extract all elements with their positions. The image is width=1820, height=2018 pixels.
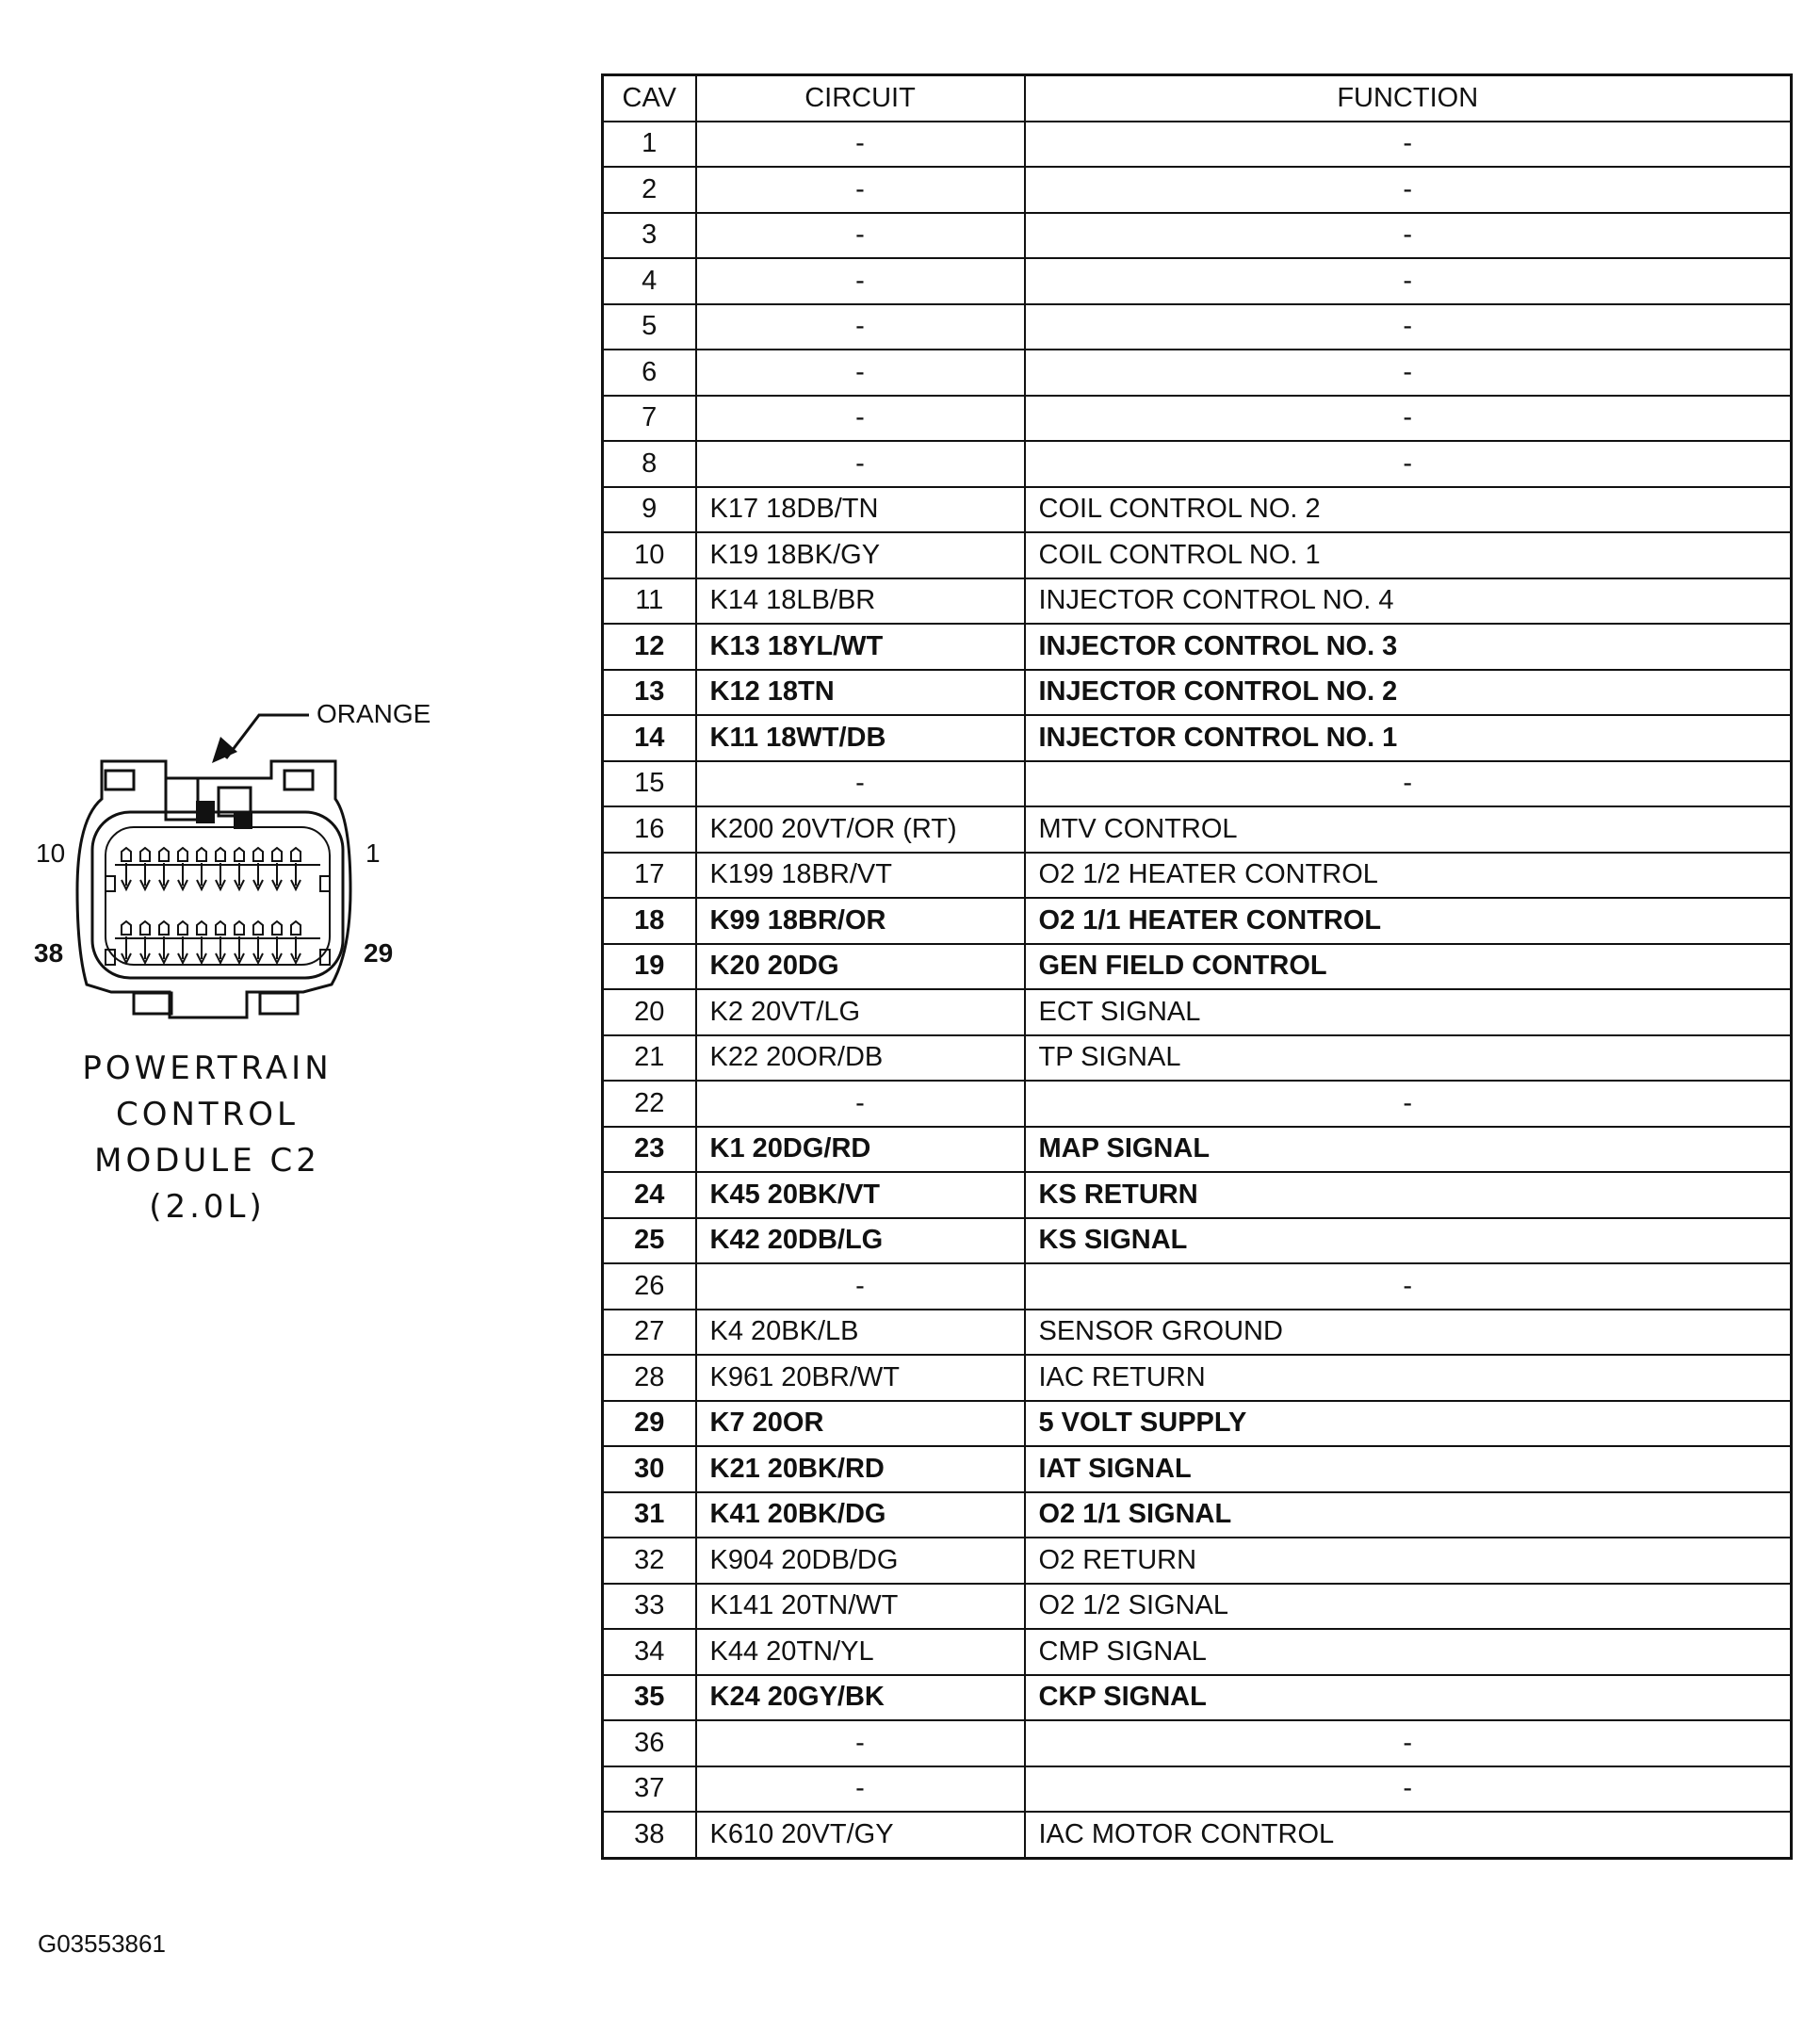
cell-cav: 16 (603, 806, 696, 853)
cell-circuit: - (696, 350, 1025, 396)
cell-cav: 33 (603, 1584, 696, 1630)
cell-circuit: K199 18BR/VT (696, 853, 1025, 899)
cell-circuit: K24 20GY/BK (696, 1675, 1025, 1721)
cell-circuit: - (696, 441, 1025, 487)
cell-circuit: K200 20VT/OR (RT) (696, 806, 1025, 853)
cell-circuit: K42 20DB/LG (696, 1218, 1025, 1264)
terminal-cavity (140, 848, 150, 861)
cell-circuit: - (696, 761, 1025, 807)
cell-function: COIL CONTROL NO. 2 (1025, 487, 1792, 533)
cell-function: COIL CONTROL NO. 1 (1025, 532, 1792, 578)
terminal-cavity (122, 848, 131, 861)
cell-function: INJECTOR CONTROL NO. 4 (1025, 578, 1792, 625)
cell-function: - (1025, 1720, 1792, 1766)
header-function: FUNCTION (1025, 75, 1792, 122)
cell-function: MAP SIGNAL (1025, 1127, 1792, 1173)
cell-function: O2 1/1 HEATER CONTROL (1025, 898, 1792, 944)
terminal-cavity (178, 848, 187, 861)
cell-circuit: - (696, 213, 1025, 259)
cell-cav: 10 (603, 532, 696, 578)
table-row (603, 122, 1792, 168)
side-lock (320, 876, 330, 891)
terminal-cavities (106, 848, 330, 965)
cell-function: INJECTOR CONTROL NO. 1 (1025, 715, 1792, 761)
terminal-cavity (235, 848, 244, 861)
pinout-table (601, 73, 1793, 1860)
cell-function: ECT SIGNAL (1025, 989, 1792, 1035)
cell-cav: 18 (603, 898, 696, 944)
cell-circuit: K141 20TN/WT (696, 1584, 1025, 1630)
table-row (603, 167, 1792, 213)
cell-function: GEN FIELD CONTROL (1025, 944, 1792, 990)
cell-cav: 9 (603, 487, 696, 533)
cell-circuit: K22 20OR/DB (696, 1035, 1025, 1082)
cell-function: 5 VOLT SUPPLY (1025, 1401, 1792, 1447)
terminal-cavity (253, 921, 263, 935)
terminal-cavity (291, 921, 301, 935)
cell-circuit: K14 18LB/BR (696, 578, 1025, 625)
figure-id: G03553861 (38, 1929, 166, 1958)
table-row (603, 396, 1792, 442)
cell-function: IAC MOTOR CONTROL (1025, 1812, 1792, 1858)
table-row (603, 1766, 1792, 1813)
cell-cav: 23 (603, 1127, 696, 1173)
cell-cav: 13 (603, 670, 696, 716)
cell-circuit: K17 18DB/TN (696, 487, 1025, 533)
cell-function: MTV CONTROL (1025, 806, 1792, 853)
cell-cav: 19 (603, 944, 696, 990)
cell-cav: 29 (603, 1401, 696, 1447)
cell-cav: 2 (603, 167, 696, 213)
bottom-tab-right (260, 993, 298, 1014)
latch-left (106, 771, 134, 789)
cell-function: - (1025, 1263, 1792, 1310)
table-row (603, 1629, 1792, 1675)
cell-cav: 14 (603, 715, 696, 761)
cell-function: - (1025, 258, 1792, 304)
cell-cav: 36 (603, 1720, 696, 1766)
table-row (603, 1172, 1792, 1218)
table-row (603, 1492, 1792, 1538)
cell-circuit: K961 20BR/WT (696, 1355, 1025, 1401)
terminal-cavity (216, 921, 225, 935)
table-row (603, 624, 1792, 670)
table-row (603, 578, 1792, 625)
cell-function: - (1025, 122, 1792, 168)
cell-circuit: K610 20VT/GY (696, 1812, 1025, 1858)
terminal-cavity (216, 848, 225, 861)
cell-function: - (1025, 213, 1792, 259)
cell-cav: 34 (603, 1629, 696, 1675)
header-circuit: CIRCUIT (696, 75, 1025, 122)
table-row (603, 213, 1792, 259)
cell-function: IAC RETURN (1025, 1355, 1792, 1401)
cell-cav: 17 (603, 853, 696, 899)
pin-label-bottom-left: 38 (34, 938, 64, 968)
cell-function: - (1025, 1081, 1792, 1127)
cell-function: - (1025, 1766, 1792, 1813)
pin-label-top-right: 1 (366, 838, 381, 868)
table-row (603, 898, 1792, 944)
cell-circuit: - (696, 304, 1025, 350)
table-row (603, 441, 1792, 487)
side-lock (106, 876, 115, 891)
cell-circuit: K19 18BK/GY (696, 532, 1025, 578)
terminal-cavity (272, 921, 282, 935)
cell-function: INJECTOR CONTROL NO. 3 (1025, 624, 1792, 670)
terminal-cavity (178, 921, 187, 935)
orange-callout-label: ORANGE (317, 699, 431, 728)
table-row (603, 532, 1792, 578)
cell-circuit: K11 18WT/DB (696, 715, 1025, 761)
cell-cav: 38 (603, 1812, 696, 1858)
cell-circuit: K7 20OR (696, 1401, 1025, 1447)
cell-function: O2 1/2 HEATER CONTROL (1025, 853, 1792, 899)
cell-circuit: K1 20DG/RD (696, 1127, 1025, 1173)
cell-cav: 35 (603, 1675, 696, 1721)
table-row (603, 258, 1792, 304)
terminal-cavity (197, 921, 206, 935)
cell-function: - (1025, 167, 1792, 213)
header-cav: CAV (603, 75, 696, 122)
table-row (603, 1584, 1792, 1630)
cell-cav: 12 (603, 624, 696, 670)
terminal-cavity (159, 921, 169, 935)
table-row (603, 761, 1792, 807)
cell-function: O2 1/2 SIGNAL (1025, 1584, 1792, 1630)
terminal-cavity (253, 848, 263, 861)
table-row (603, 1720, 1792, 1766)
terminal-cavity (159, 848, 169, 861)
cell-function: O2 1/1 SIGNAL (1025, 1492, 1792, 1538)
table-row (603, 989, 1792, 1035)
cell-cav: 28 (603, 1355, 696, 1401)
cell-cav: 6 (603, 350, 696, 396)
table-row (603, 806, 1792, 853)
cell-cav: 27 (603, 1310, 696, 1356)
cell-circuit: K45 20BK/VT (696, 1172, 1025, 1218)
cell-function: SENSOR GROUND (1025, 1310, 1792, 1356)
cell-circuit: - (696, 1766, 1025, 1813)
cell-circuit: - (696, 1720, 1025, 1766)
table-row (603, 1401, 1792, 1447)
cell-function: TP SIGNAL (1025, 1035, 1792, 1082)
table-row (603, 1355, 1792, 1401)
table-row (603, 1446, 1792, 1492)
table-row (603, 1812, 1792, 1858)
cell-circuit: K41 20BK/DG (696, 1492, 1025, 1538)
module-title-line: POWERTRAIN (82, 1050, 333, 1087)
table-row (603, 670, 1792, 716)
pin-label-top-left: 10 (36, 838, 66, 868)
cell-function: CMP SIGNAL (1025, 1629, 1792, 1675)
table-row (603, 1127, 1792, 1173)
table-row (603, 1538, 1792, 1584)
cell-cav: 5 (603, 304, 696, 350)
cell-cav: 30 (603, 1446, 696, 1492)
bottom-tab-left (134, 993, 171, 1014)
cell-cav: 25 (603, 1218, 696, 1264)
connector-diagram (0, 0, 528, 1958)
cell-function: IAT SIGNAL (1025, 1446, 1792, 1492)
terminal-cavity (235, 921, 244, 935)
terminal-cavity (272, 848, 282, 861)
cell-function: CKP SIGNAL (1025, 1675, 1792, 1721)
table-row (603, 1035, 1792, 1082)
module-title-line: (2.0L) (149, 1188, 266, 1226)
cell-circuit: K13 18YL/WT (696, 624, 1025, 670)
cell-function: O2 RETURN (1025, 1538, 1792, 1584)
table-header-row (603, 75, 1792, 122)
cell-cav: 3 (603, 213, 696, 259)
cell-cav: 37 (603, 1766, 696, 1813)
table-row (603, 1310, 1792, 1356)
callout-leader-line (226, 715, 309, 758)
cell-cav: 4 (603, 258, 696, 304)
latch-right (284, 771, 313, 789)
table-row (603, 1218, 1792, 1264)
cell-cav: 22 (603, 1081, 696, 1127)
table-row (603, 944, 1792, 990)
cell-cav: 21 (603, 1035, 696, 1082)
terminal-cavity (197, 848, 206, 861)
cell-circuit: K904 20DB/DG (696, 1538, 1025, 1584)
cell-circuit: K12 18TN (696, 670, 1025, 716)
callout-arrowhead (212, 737, 237, 763)
cell-circuit: - (696, 1263, 1025, 1310)
cell-function: - (1025, 350, 1792, 396)
cell-cav: 20 (603, 989, 696, 1035)
cell-circuit: K20 20DG (696, 944, 1025, 990)
table-row (603, 1675, 1792, 1721)
table-row (603, 1081, 1792, 1127)
cell-circuit: - (696, 122, 1025, 168)
cell-function: - (1025, 761, 1792, 807)
connector-face (92, 812, 343, 978)
cell-cav: 1 (603, 122, 696, 168)
cell-cav: 31 (603, 1492, 696, 1538)
cell-circuit: K99 18BR/OR (696, 898, 1025, 944)
cell-function: KS RETURN (1025, 1172, 1792, 1218)
cell-cav: 26 (603, 1263, 696, 1310)
cell-cav: 15 (603, 761, 696, 807)
cell-function: KS SIGNAL (1025, 1218, 1792, 1264)
table-row (603, 350, 1792, 396)
terminal-cavity (291, 848, 301, 861)
module-title-line: MODULE C2 (94, 1142, 320, 1180)
terminal-cavity (140, 921, 150, 935)
cell-cav: 32 (603, 1538, 696, 1584)
cell-circuit: K44 20TN/YL (696, 1629, 1025, 1675)
table-row (603, 1263, 1792, 1310)
table-row (603, 715, 1792, 761)
cell-circuit: K4 20BK/LB (696, 1310, 1025, 1356)
cell-function: - (1025, 441, 1792, 487)
cell-cav: 24 (603, 1172, 696, 1218)
module-title-line: CONTROL (115, 1096, 300, 1133)
table-row (603, 853, 1792, 899)
table-row (603, 487, 1792, 533)
cell-cav: 7 (603, 396, 696, 442)
cell-cav: 8 (603, 441, 696, 487)
cell-circuit: - (696, 258, 1025, 304)
module-title (57, 1046, 358, 1230)
cell-circuit: - (696, 167, 1025, 213)
terminal-cavity (122, 921, 131, 935)
cell-circuit: K21 20BK/RD (696, 1446, 1025, 1492)
cell-circuit: - (696, 1081, 1025, 1127)
table-row (603, 304, 1792, 350)
cell-function: - (1025, 304, 1792, 350)
pin-label-bottom-right: 29 (364, 938, 394, 968)
cell-function: INJECTOR CONTROL NO. 2 (1025, 670, 1792, 716)
cell-function: - (1025, 396, 1792, 442)
cell-circuit: - (696, 396, 1025, 442)
cell-circuit: K2 20VT/LG (696, 989, 1025, 1035)
cell-cav: 11 (603, 578, 696, 625)
